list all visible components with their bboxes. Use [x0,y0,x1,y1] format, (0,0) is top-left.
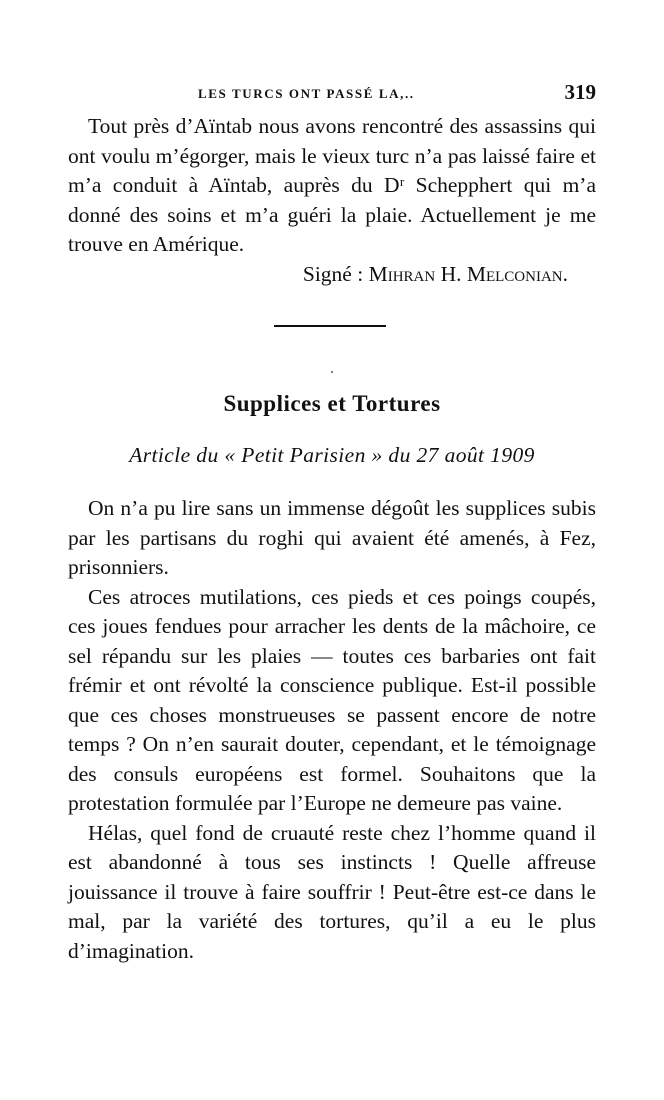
testimony-paragraph: Tout près d’Aïntab nous avons rencontré des assassins qui ont voulu m’égorger, mais le vieux turc n’a pas laissé faire et m’a conduit à Aïntab, auprès du Dʳ Schepphert qui m’a donné des soins et m’a guéri la plaie. Actuellement je me trouve en Amérique. [68,114,596,256]
running-title: LES TURCS ONT PASSÉ LA,.. [198,86,415,101]
body-paragraph-2: Ces atroces mutilations, ces pieds et ces poings coupés, ces joues fendues pour arracher les dents de la mâchoire, ce sel répandu sur les plaies — toutes ces barbaries ont fait frémir et ont révolté la conscience publique. Est-il possible que ces choses monstrueuses se passent encore de notre temps ? On n’en saurait douter, cependant, et le témoignage des consuls européens est formel. Souhaitons que la protestation formulée par l’Europe ne demeure pas vaine. [68,584,596,815]
signature [68,260,596,290]
article-body [68,494,596,966]
print-speck [331,371,333,373]
body-paragraph-1: On n’a pu lire sans un immense dégoût les supplices subis par les partisans du roghi qui avaient été amenés, à Fez, prisonniers. [68,496,596,579]
body-paragraph-3: Hélas, quel fond de cruauté reste chez l’homme quand il est abandonné à tous ses instincts ! Quelle affreuse jouissance il trouve à faire souffrir ! Peut-être est-ce dans le mal, par la variété des tortures, qu’il a eu le plus d’imagination. [68,820,596,963]
signature-name: Mihran H. Melconian. [368,261,568,286]
article-source-line: Article du « Petit Parisien » du 27 août 1909 [129,443,535,467]
page-number: 319 [564,80,596,104]
signature-prefix: Signé : [302,261,369,286]
running-header [68,78,596,112]
section-separator-rule [274,325,386,327]
book-page [68,78,596,966]
section-title: Supplices et Tortures [223,391,441,416]
